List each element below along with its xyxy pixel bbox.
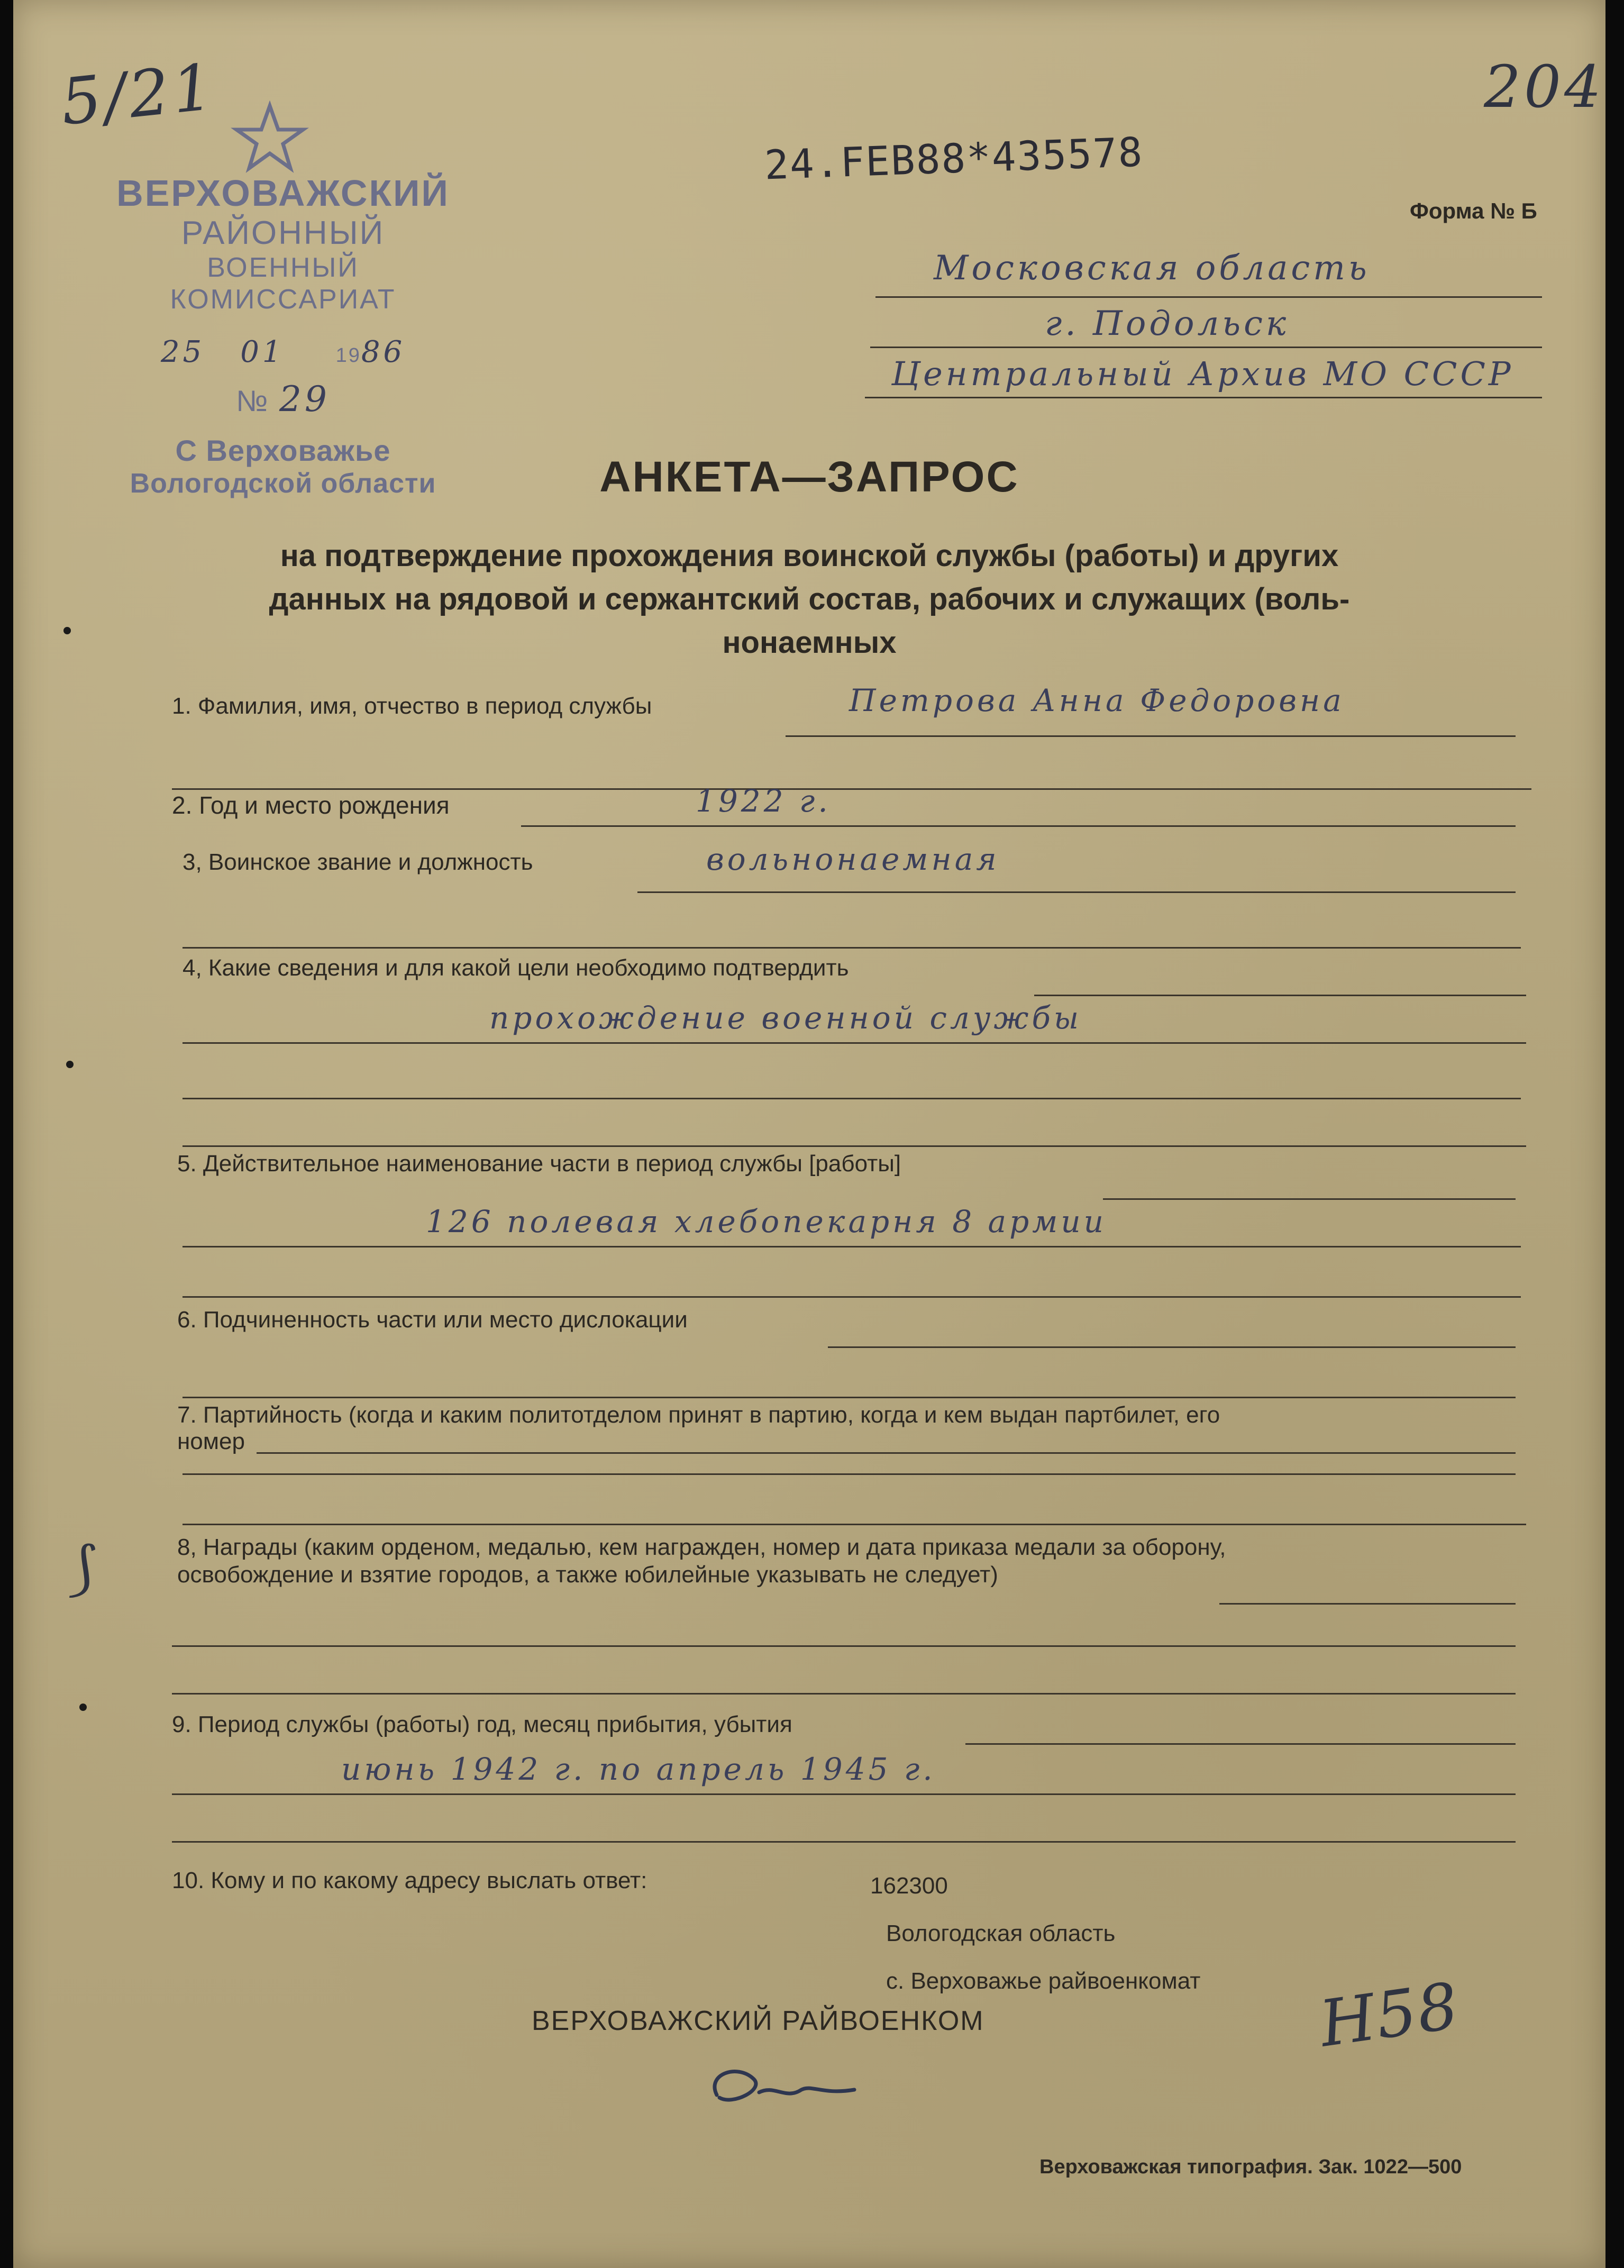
stamp-date-month: 01	[240, 335, 285, 369]
underline	[637, 891, 1516, 893]
form-label: Форма № Б	[1410, 198, 1537, 223]
stamp-place2: Вологодской области	[130, 468, 436, 499]
underline	[865, 397, 1542, 398]
underline	[1103, 1198, 1516, 1200]
underline	[183, 1145, 1526, 1147]
underline	[965, 1743, 1516, 1745]
subtitle	[13, 534, 1605, 664]
underline	[183, 1296, 1521, 1298]
page-title: АНКЕТА—ЗАПРОС	[599, 453, 1019, 501]
registration-stamp: 24.FEB88*435578	[763, 128, 1144, 189]
subtitle-line1: на подтверждение прохождения воинской службы (работы) и других	[280, 539, 1339, 573]
margin-mark: ⟆	[71, 1534, 97, 1602]
field-5-label: 5. Действительное наименование части в период службы [работы]	[177, 1151, 901, 1177]
signatory-title: ВЕРХОВАЖСКИЙ РАЙВОЕНКОМ	[532, 2006, 984, 2036]
field-10-zip: 162300	[870, 1873, 948, 1899]
stamp-number-value: 29	[279, 379, 330, 420]
field-5-value: 126 полевая хлебопекарня 8 армии	[426, 1204, 1107, 1240]
underline	[183, 1397, 1516, 1398]
underline	[786, 735, 1516, 737]
underline	[183, 947, 1521, 949]
field-6-label: 6. Подчиненность части или место дислокации	[177, 1307, 688, 1333]
field-2-label: 2. Год и место рождения	[172, 791, 450, 819]
stamp-line3: ВОЕННЫЙ КОМИССАРИАТ	[170, 252, 396, 315]
field-8-label-line2: освобождение и взятие городов, а также юбилейные указывать не следует)	[177, 1562, 998, 1588]
underline	[521, 825, 1516, 827]
field-3-value: вольнонаемная	[706, 841, 1000, 877]
underline	[875, 296, 1542, 298]
subtitle-line3: нонаемных	[722, 625, 897, 660]
underline	[257, 1452, 1516, 1454]
field-1-label: 1. Фамилия, имя, отчество в период службы	[172, 693, 652, 719]
underline	[870, 347, 1542, 348]
underline	[172, 788, 1531, 790]
stamp-date-year: 86	[361, 335, 406, 369]
commissariat-stamp	[93, 101, 473, 499]
field-2-value: 1922 г.	[696, 783, 831, 819]
punch-hole	[79, 1704, 87, 1711]
underline	[183, 1098, 1521, 1099]
stamp-date-day: 25	[160, 335, 205, 369]
stamp-date-year-prefix: 19	[335, 344, 361, 367]
underline	[1219, 1603, 1516, 1605]
field-9-value: июнь 1942 г. по апрель 1945 г.	[341, 1751, 936, 1787]
stamp-number	[93, 379, 473, 420]
underline	[828, 1346, 1516, 1348]
field-3-label: 3, Воинское звание и должность	[183, 849, 533, 875]
punch-hole	[66, 1061, 74, 1068]
addressee-line3: Центральный Архив МО СССР	[891, 354, 1514, 393]
stamp-line1: ВЕРХОВАЖСКИЙ	[116, 172, 450, 214]
underline	[183, 1246, 1521, 1247]
underline	[183, 1473, 1516, 1475]
star-icon	[93, 101, 473, 175]
subtitle-line2: данных на рядовой и сержантский состав, рабочих и служащих (воль-	[269, 582, 1350, 616]
field-10-line2: Вологодская область	[886, 1920, 1116, 1946]
field-4-label: 4, Какие сведения и для какой цели необходимо подтвердить	[183, 955, 849, 981]
stamp-line2: РАЙОННЫЙ	[181, 215, 385, 251]
page-number: 204	[1484, 53, 1604, 121]
field-10-label: 10. Кому и по какому адресу выслать ответ:	[172, 1868, 647, 1893]
field-4-value: прохождение военной службы	[489, 1000, 1082, 1036]
document-sheet	[13, 0, 1605, 2268]
underline	[172, 1693, 1516, 1695]
underline	[172, 1841, 1516, 1843]
underline	[172, 1645, 1516, 1647]
field-8-label-line1: 8, Награды (каким орденом, медалью, кем награжден, номер и дата приказа медали за оборону,	[177, 1534, 1226, 1560]
field-7-label-line1: 7. Партийность (когда и каким политотделом принят в партию, когда и кем выдан партбилет, его	[177, 1402, 1220, 1428]
field-7-label-line2: номер	[177, 1428, 245, 1454]
stamp-place1: С Верховажье	[175, 434, 391, 467]
field-1-value: Петрова Анна Федоровна	[849, 682, 1345, 718]
field-9-label: 9. Период службы (работы) год, месяц прибытия, убытия	[172, 1711, 792, 1737]
corner-mark: Н58	[1315, 1969, 1464, 2062]
margin-note: 5/21	[57, 50, 220, 140]
stamp-date	[93, 334, 473, 369]
signature-icon	[696, 2053, 875, 2116]
printer-line: Верховажская типография. Зак. 1022—500	[1039, 2156, 1462, 2178]
stamp-number-prefix: №	[236, 384, 270, 417]
addressee-line1: Московская область	[934, 249, 1370, 288]
underline	[1034, 995, 1526, 996]
underline	[183, 1042, 1526, 1044]
underline	[183, 1524, 1526, 1525]
addressee-line2: г. Подольск	[1045, 304, 1290, 343]
underline	[172, 1793, 1516, 1795]
field-10-line3: с. Верховажье райвоенкомат	[886, 1968, 1201, 1994]
